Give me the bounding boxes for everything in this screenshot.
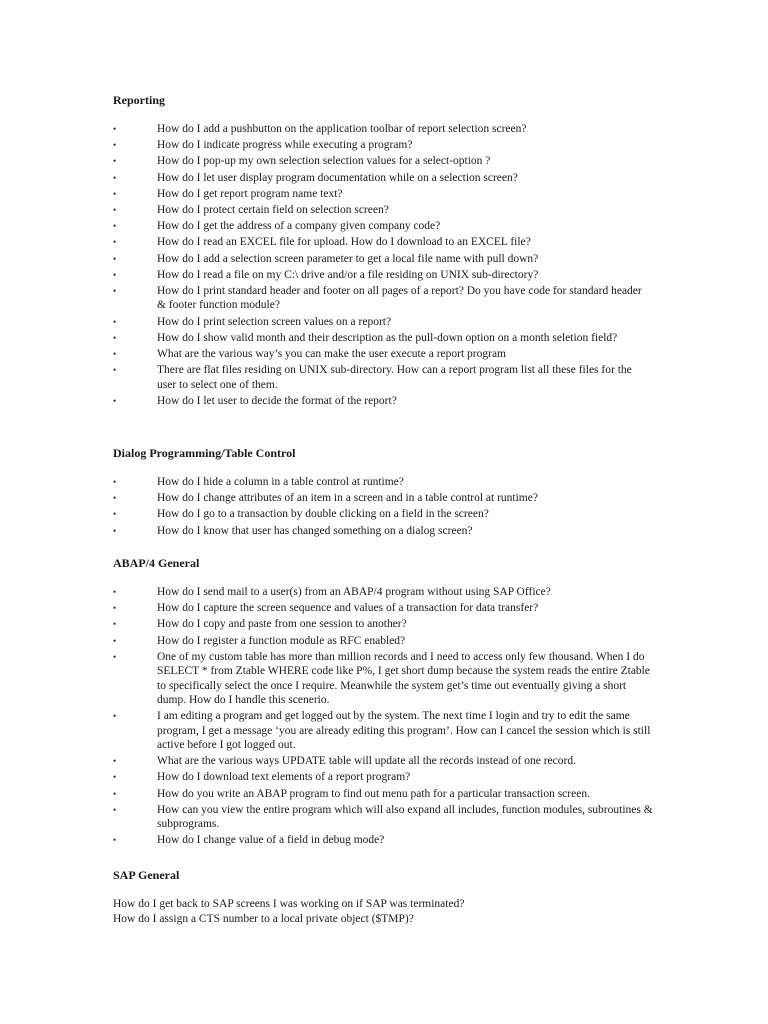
- list-item: [113, 203, 653, 217]
- section-abap-general: [113, 556, 653, 850]
- list-item-text: How do I let user to decide the format of the report?: [157, 394, 397, 407]
- section-heading: Dialog Programming/Table Control: [113, 446, 296, 460]
- list-item-text: How do I indicate progress while executing a program?: [157, 139, 413, 152]
- bullet-icon: •: [113, 788, 117, 799]
- list-item: [113, 833, 653, 847]
- bullet-icon: •: [113, 172, 117, 183]
- bullet-icon: •: [113, 651, 117, 662]
- section-sap-general: [113, 868, 653, 927]
- list-item: [113, 331, 653, 345]
- list-item-text: How do I read a file on my C:\ drive and/or a file residing on UNIX sub-directory?: [157, 268, 539, 281]
- bullet-icon: •: [113, 140, 117, 151]
- section-reporting: [113, 93, 653, 410]
- list-item: [113, 787, 653, 801]
- list-item: [113, 617, 653, 631]
- question-list: [113, 122, 653, 408]
- bullet-icon: •: [113, 525, 117, 536]
- list-item: [113, 585, 653, 599]
- bullet-icon: •: [113, 804, 117, 815]
- bullet-icon: •: [113, 619, 117, 630]
- list-item-text: How do I read an EXCEL file for upload. How do I download to an EXCEL file?: [157, 236, 531, 249]
- list-item: [113, 171, 653, 185]
- bullet-icon: •: [113, 188, 117, 199]
- list-item: [113, 122, 653, 136]
- list-item: [113, 284, 653, 313]
- list-item: [113, 252, 653, 266]
- list-item-text: How do I print selection screen values on a report?: [157, 315, 392, 328]
- list-item-text: How do I send mail to a user(s) from an ABAP/4 program without using SAP Office?: [157, 586, 551, 598]
- list-item-text: How do I let user display program documentation while on a selection screen?: [157, 171, 518, 184]
- bullet-icon: •: [113, 772, 117, 783]
- list-item: [113, 219, 653, 233]
- list-item: [113, 235, 653, 249]
- list-item: [113, 601, 653, 615]
- list-item-text: How do you write an ABAP program to find out menu path for a particular transaction screen.: [157, 787, 590, 800]
- bullet-icon: •: [113, 603, 117, 614]
- list-item-text: How do I download text elements of a report program?: [157, 771, 411, 784]
- bullet-icon: •: [113, 835, 117, 846]
- list-item-text: There are flat files residing on UNIX sub-directory. How can a report program list all these files for the user to select one of them.: [157, 364, 632, 391]
- plain-line: How do I assign a CTS number to a local private object ($TMP)?: [113, 912, 414, 925]
- list-item-text: How do I get report program name text?: [157, 187, 343, 200]
- list-item: [113, 187, 653, 201]
- list-item-text: How do I add a selection screen parameter to get a local file name with pull down?: [157, 252, 539, 265]
- list-item-text: How do I pop-up my own selection selection values for a select-option ?: [157, 155, 491, 168]
- list-item-text: How do I show valid month and their description as the pull-down option on a month seletion field?: [157, 331, 618, 344]
- section-heading: Reporting: [113, 93, 165, 107]
- bullet-icon: •: [113, 349, 117, 360]
- list-item-text: How can you view the entire program which will also expand all includes, function modules, subroutines & subprograms.: [157, 803, 653, 831]
- bullet-icon: •: [113, 316, 117, 327]
- list-item-text: How do I change attributes of an item in a screen and in a table control at runtime?: [157, 492, 538, 505]
- list-item: [113, 138, 653, 152]
- list-item-text: How do I change value of a field in debug mode?: [157, 834, 385, 847]
- list-item: [113, 268, 653, 282]
- list-item-text: How do I protect certain field on selection screen?: [157, 204, 389, 217]
- bullet-icon: •: [113, 711, 117, 722]
- section-dialog-programming: [113, 446, 653, 540]
- list-item-text: How do I hide a column in a table control at runtime?: [157, 476, 404, 488]
- question-list: [113, 475, 653, 538]
- list-item: [113, 650, 653, 708]
- list-item: [113, 803, 653, 832]
- list-item: [113, 491, 653, 505]
- section-heading: ABAP/4 General: [113, 556, 200, 570]
- list-item-text: How do I know that user has changed something on a dialog screen?: [157, 524, 473, 537]
- list-item-text: What are the various ways UPDATE table will update all the records instead of one record.: [157, 755, 576, 768]
- bullet-icon: •: [113, 124, 117, 134]
- bullet-icon: •: [113, 221, 117, 232]
- list-item-text: What are the various way’s you can make the user execute a report program: [157, 348, 507, 361]
- question-list: [113, 585, 653, 848]
- list-item: [113, 475, 653, 489]
- bullet-icon: •: [113, 365, 117, 376]
- bullet-icon: •: [113, 587, 117, 597]
- list-item: [113, 347, 653, 361]
- bullet-icon: •: [113, 286, 117, 297]
- bullet-icon: •: [113, 477, 117, 487]
- list-item-text: I am editing a program and get logged out by the system. The next time I login and try to edit the same program, I get a message ‘you are already editing this program’. How can I cancel the session which is still active before I got logged out.: [157, 710, 651, 752]
- list-item: [113, 394, 653, 408]
- list-item: [113, 524, 653, 538]
- list-item: [113, 154, 653, 168]
- list-item-text: How do I copy and paste from one session to another?: [157, 618, 407, 631]
- bullet-icon: •: [113, 253, 117, 264]
- list-item-text: How do I register a function module as RFC enabled?: [157, 634, 406, 647]
- bullet-icon: •: [113, 269, 117, 280]
- bullet-icon: •: [113, 332, 117, 343]
- bullet-icon: •: [113, 395, 117, 406]
- list-item-text: How do I add a pushbutton on the application toolbar of report selection screen?: [157, 123, 527, 135]
- list-item-text: How do I get the address of a company given company code?: [157, 220, 441, 233]
- bullet-icon: •: [113, 635, 117, 646]
- list-item: [113, 754, 653, 768]
- list-item-text: How do I capture the screen sequence and values of a transaction for data transfer?: [157, 602, 539, 615]
- bullet-icon: •: [113, 205, 117, 216]
- bullet-icon: •: [113, 493, 117, 504]
- list-item: [113, 634, 653, 648]
- list-item-text: How do I print standard header and footer on all pages of a report? Do you have code for standard header & footer function module?: [157, 285, 642, 312]
- list-item: [113, 507, 653, 521]
- bullet-icon: •: [113, 237, 117, 248]
- list-item: [113, 709, 653, 752]
- list-item: [113, 363, 653, 392]
- bullet-icon: •: [113, 509, 117, 520]
- list-item-text: One of my custom table has more than million records and I need to access only few thousand. When I do SELECT * from Ztable WHERE code like P%, I get short dump because the system reads the entire Ztable to specifically select the once I require. Meanwhile the system get’s time out eventually giving a short dump. How do I handle this scenerio.: [157, 650, 650, 707]
- plain-line: How do I get back to SAP screens I was working on if SAP was terminated?: [113, 898, 465, 910]
- list-item: [113, 315, 653, 329]
- section-heading: SAP General: [113, 868, 180, 882]
- list-item-text: How do I go to a transaction by double clicking on a field in the screen?: [157, 508, 489, 521]
- bullet-icon: •: [113, 756, 117, 767]
- bullet-icon: •: [113, 156, 117, 167]
- list-item: [113, 770, 653, 784]
